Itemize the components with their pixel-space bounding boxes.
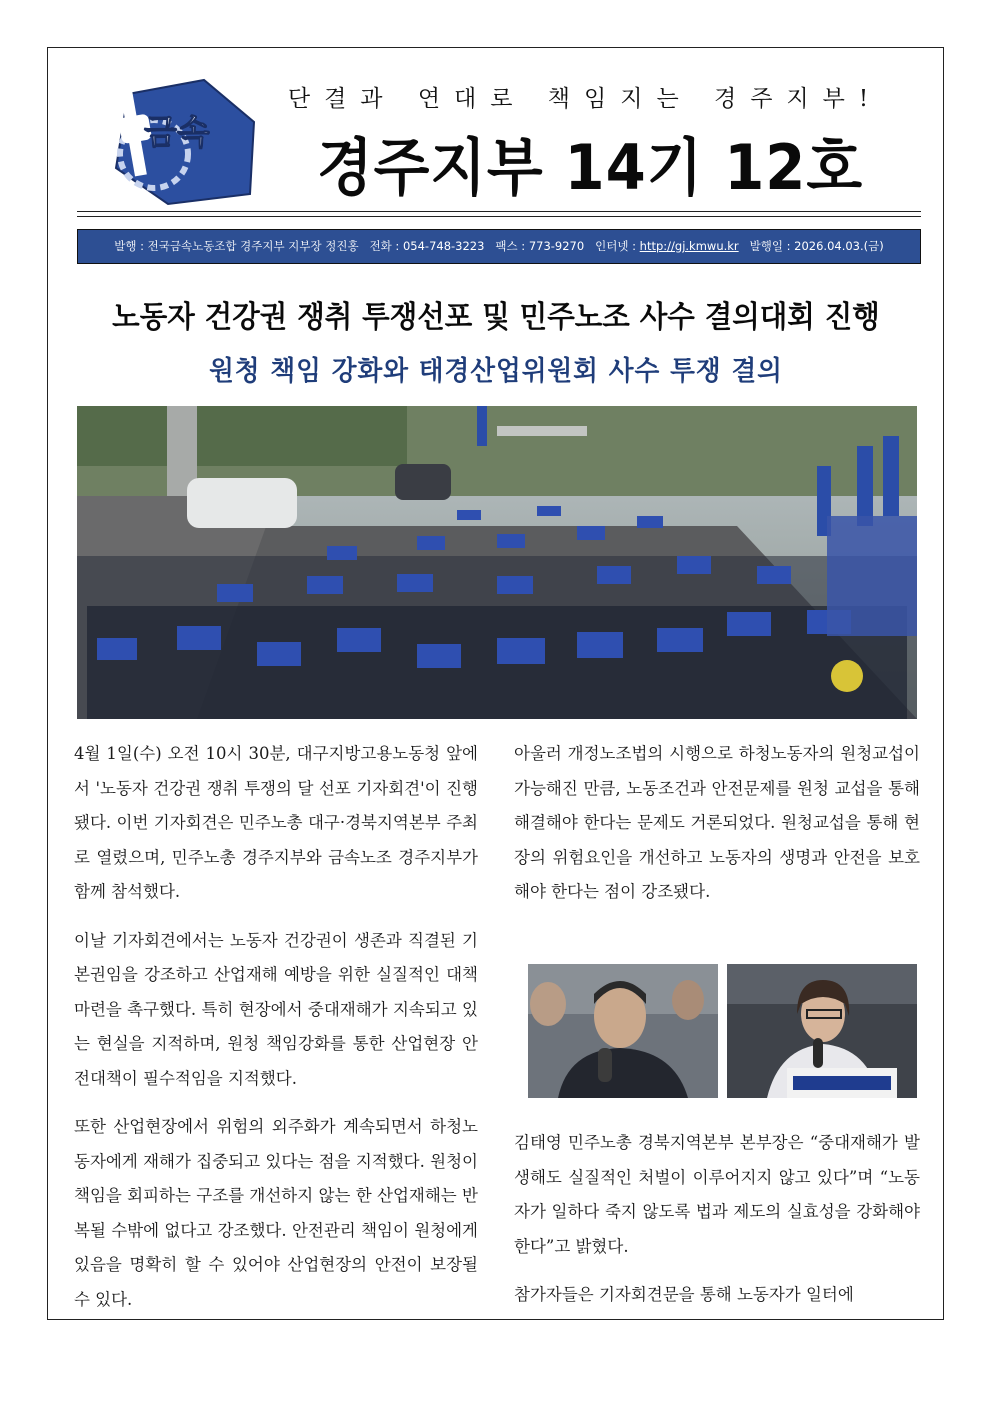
article-left-column	[74, 737, 478, 1331]
phone-label: 전화 :	[369, 239, 403, 253]
publication-info-bar	[77, 229, 921, 264]
paragraph: 또한 산업현장에서 위험의 외주화가 계속되면서 하청노동자에게 재해가 집중되고 있다는 점을 지적했다. 원청이 책임을 회피하는 구조를 개선하지 않는 한 산업재해는 반복될 수밖에 없다고 강조했다. 안전관리 책임이 원청에게 있음을 명확히 할 수 있어야 산업현장의 안전이 보장될 수 있다.	[74, 1117, 478, 1309]
masthead-title: 경주지부 14기 12호	[317, 131, 863, 204]
publisher: 전국금속노동조합 경주지부 지부장 정진홍	[147, 239, 359, 253]
article-subhead: 원청 책임 강화와 태경산업위원회 사수 투쟁 결의	[209, 356, 783, 387]
fax-label: 팩스 :	[495, 239, 529, 253]
publish-date: 2026.04.03.(금)	[794, 239, 884, 253]
speaker-photo-man	[528, 964, 718, 1098]
paragraph: 김태영 민주노총 경북지역본부 본부장은 “중대재해가 발생해도 실질적인 처벌이 이루어지지 않고 있다”며 “노동자가 일하다 죽지 않도록 법과 제도의 실효성을 강화해야 한다”고 밝혔다.	[514, 1133, 920, 1256]
divider	[77, 211, 921, 212]
union-logo	[108, 76, 258, 208]
logo-text: 금속	[144, 113, 210, 153]
speaker-photo-woman	[727, 964, 917, 1098]
article-right-column-top	[514, 737, 920, 924]
paragraph: 아울러 개정노조법의 시행으로 하청노동자의 원청교섭이 가능해진 만큼, 노동조건과 안전문제를 원청 교섭을 통해 해결해야 한다는 문제도 거론되었다. 원청교섭을 통해 현장의 위험요인을 개선하고 노동자의 생명과 안전을 보호해야 한다는 점이 강조됐다.	[514, 744, 920, 901]
web-label: 인터넷 :	[595, 239, 640, 253]
fax: 773-9270	[528, 239, 585, 253]
rally-photo	[77, 406, 917, 719]
website-link[interactable]: http://gj.kmwu.kr	[639, 239, 739, 253]
publisher-label: 발행 :	[114, 239, 148, 253]
paragraph: 참가자들은 기자회견문을 통해 노동자가 일터에	[514, 1285, 854, 1304]
date-label: 발행일 :	[749, 239, 795, 253]
phone: 054-748-3223	[402, 239, 485, 253]
article-right-column-bottom	[514, 1126, 920, 1327]
slogan: 단결과 연대로 책임지는 경주지부!	[287, 86, 883, 112]
paragraph: 4월 1일(수) 오전 10시 30분, 대구지방고용노동청 앞에서 '노동자 건강권 쟁취 투쟁의 달 선포 기자회견'이 진행됐다. 이번 기자회견은 민주노총 대구·경북지역본부 주최로 열렸으며, 민주노총 경주지부와 금속노조 경주지부가 함께 참석했다.	[74, 744, 478, 901]
article-headline: 노동자 건강권 쟁취 투쟁선포 및 민주노조 사수 결의대회 진행	[112, 300, 880, 335]
paragraph: 이날 기자회견에서는 노동자 건강권이 생존과 직결된 기본권임을 강조하고 산업재해 예방을 위한 실질적인 대책 마련을 촉구했다. 특히 현장에서 중대재해가 지속되고 있는 현실을 지적하며, 원청 책임강화를 통한 산업현장 안전대책이 필수적임을 지적했다.	[74, 930, 478, 1088]
divider	[77, 216, 921, 217]
